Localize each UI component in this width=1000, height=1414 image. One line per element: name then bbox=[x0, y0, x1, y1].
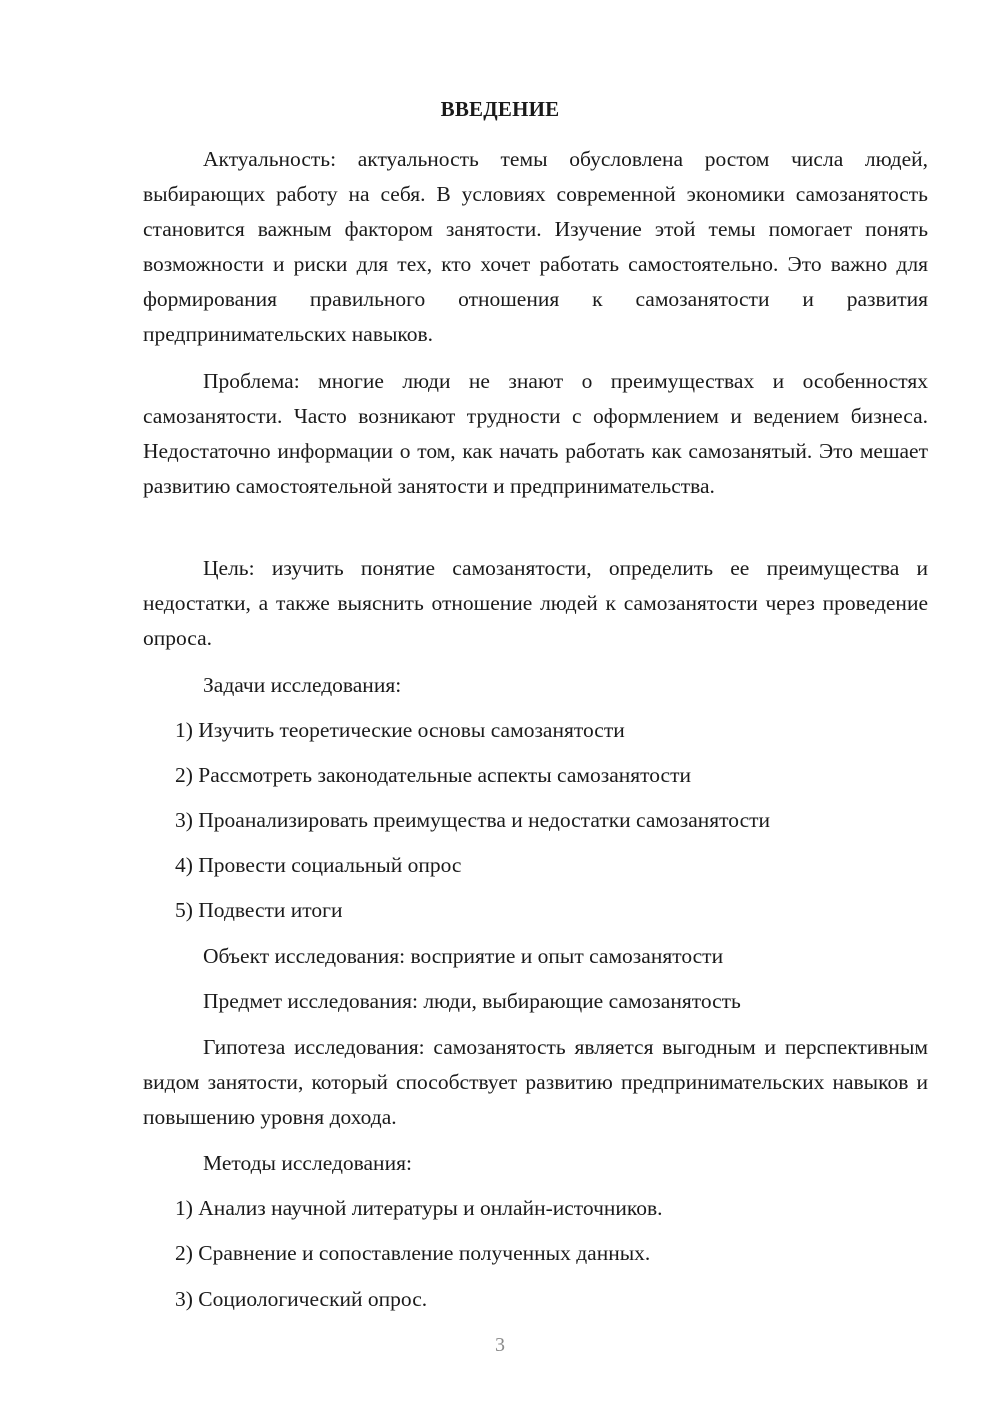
method-item-1: 1) Анализ научной литературы и онлайн-источников. bbox=[175, 1196, 663, 1220]
task-item-1: 1) Изучить теоретические основы самозанятости bbox=[175, 718, 625, 742]
method-item-2: 2) Сравнение и сопоставление полученных данных. bbox=[175, 1241, 651, 1265]
problem-paragraph: Проблема: многие люди не знают о преимуществах и особенностях самозанятости. Часто возникают трудности с оформлением и ведением бизнеса. Недостаточно информации о том, как начать работать как самозанятый. Это мешает развитию самостоятельной занятости и предпринимательства. bbox=[143, 369, 928, 498]
page-title: ВВЕДЕНИЕ bbox=[440, 97, 560, 121]
method-item-3: 3) Социологический опрос. bbox=[175, 1287, 428, 1311]
subject-paragraph: Предмет исследования: люди, выбирающие самозанятость bbox=[203, 989, 741, 1013]
task-item-3: 3) Проанализировать преимущества и недостатки самозанятости bbox=[175, 808, 771, 832]
task-item-2: 2) Рассмотреть законодательные аспекты самозанятости bbox=[175, 763, 691, 787]
hypothesis-paragraph: Гипотеза исследования: самозанятость является выгодным и перспективным видом занятости, который способствует развитию предпринимательских навыков и повышению уровня дохода. bbox=[143, 1035, 928, 1129]
goal-paragraph: Цель: изучить понятие самозанятости, определить ее преимущества и недостатки, а также выяснить отношение людей к самозанятости через проведение опроса. bbox=[143, 556, 928, 650]
tasks-heading: Задачи исследования: bbox=[203, 673, 402, 697]
page-number: 3 bbox=[495, 1334, 505, 1356]
task-item-5: 5) Подвести итоги bbox=[175, 898, 343, 922]
object-paragraph: Объект исследования: восприятие и опыт самозанятости bbox=[203, 944, 724, 968]
relevance-paragraph: Актуальность: актуальность темы обусловлена ростом числа людей, выбирающих работу на себя. В условиях современной экономики самозанятость становится важным фактором занятости. Изучение этой темы помогает понять возможности и риски для тех, кто хочет работать самостоятельно. Это важно для формирования правильного отношения к самозанятости и развития предпринимательских навыков. bbox=[143, 147, 928, 346]
task-item-4: 4) Провести социальный опрос bbox=[175, 853, 462, 877]
methods-heading: Методы исследования: bbox=[203, 1151, 412, 1175]
